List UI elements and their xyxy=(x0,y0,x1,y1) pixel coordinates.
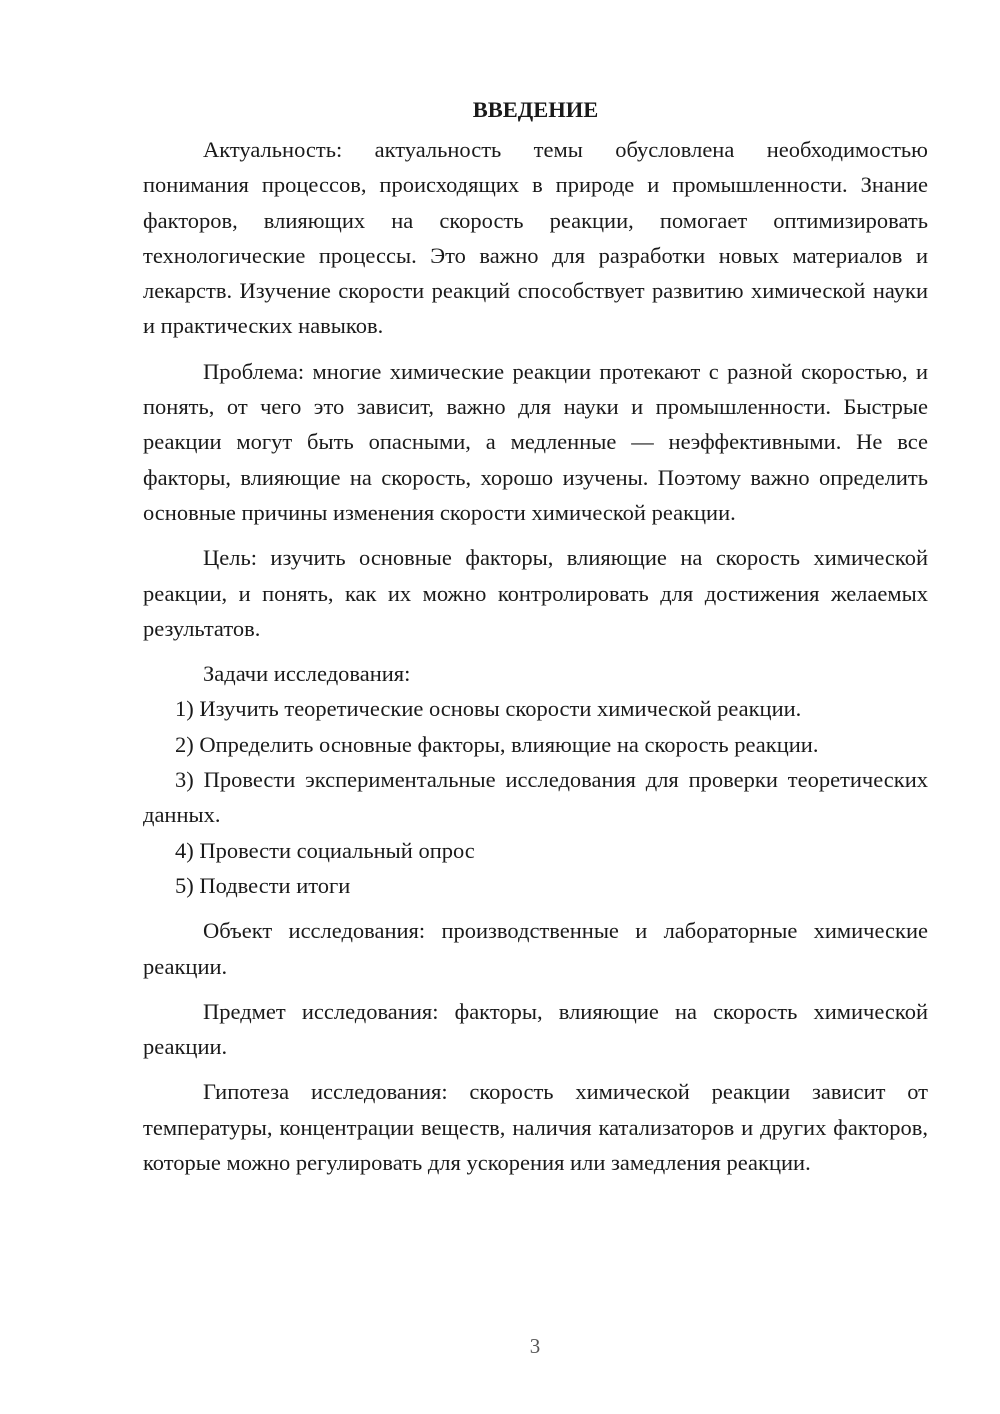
paragraph-tasks-heading: Задачи исследования: xyxy=(203,661,411,687)
paragraph-relevance: Актуальность: актуальность темы обусловлена необходимостью понимания процессов, происходящих в природе и промышленности. Знание факторов, влияющих на скорость реакции, помогает оптимизировать технологические процессы. Это важно для разработки новых материалов и лекарств. Изучение скорости реакций способствует развитию химической науки и практических навыков. xyxy=(143,137,928,339)
task-item: 4) Провести социальный опрос xyxy=(175,837,475,863)
paragraph-hypothesis: Гипотеза исследования: скорость химической реакции зависит от температуры, концентрации веществ, наличия катализаторов и других факторов, которые можно регулировать для ускорения или замедления реакции. xyxy=(143,1079,928,1176)
page-title: ВВЕДЕНИЕ xyxy=(472,97,599,122)
page-content xyxy=(143,92,928,1180)
paragraph-object: Объект исследования: производственные и лабораторные химические реакции. xyxy=(143,918,928,979)
paragraph-problem: Проблема: многие химические реакции протекают с разной скоростью, и понять, от чего это зависит, важно для науки и промышленности. Быстрые реакции могут быть опасными, а медленные — неэффективными. Не все факторы, влияющие на скорость, хорошо изучены. Поэтому важно определить основные причины изменения скорости химической реакции. xyxy=(143,358,928,525)
page-number: 3 xyxy=(529,1334,541,1358)
paragraph-goal: Цель: изучить основные факторы, влияющие на скорость химической реакции, и понять, как их можно контролировать для достижения желаемых результатов. xyxy=(143,545,928,641)
task-item: 1) Изучить теоретические основы скорости химической реакции. xyxy=(175,696,802,722)
paragraph-subject: Предмет исследования: факторы, влияющие на скорость химической реакции. xyxy=(143,998,928,1060)
task-item: 5) Подвести итоги xyxy=(175,872,351,898)
task-item: 2) Определить основные факторы, влияющие на скорость реакции. xyxy=(175,731,819,757)
task-item: 3) Провести экспериментальные исследования для проверки теоретических данных. xyxy=(143,767,928,828)
